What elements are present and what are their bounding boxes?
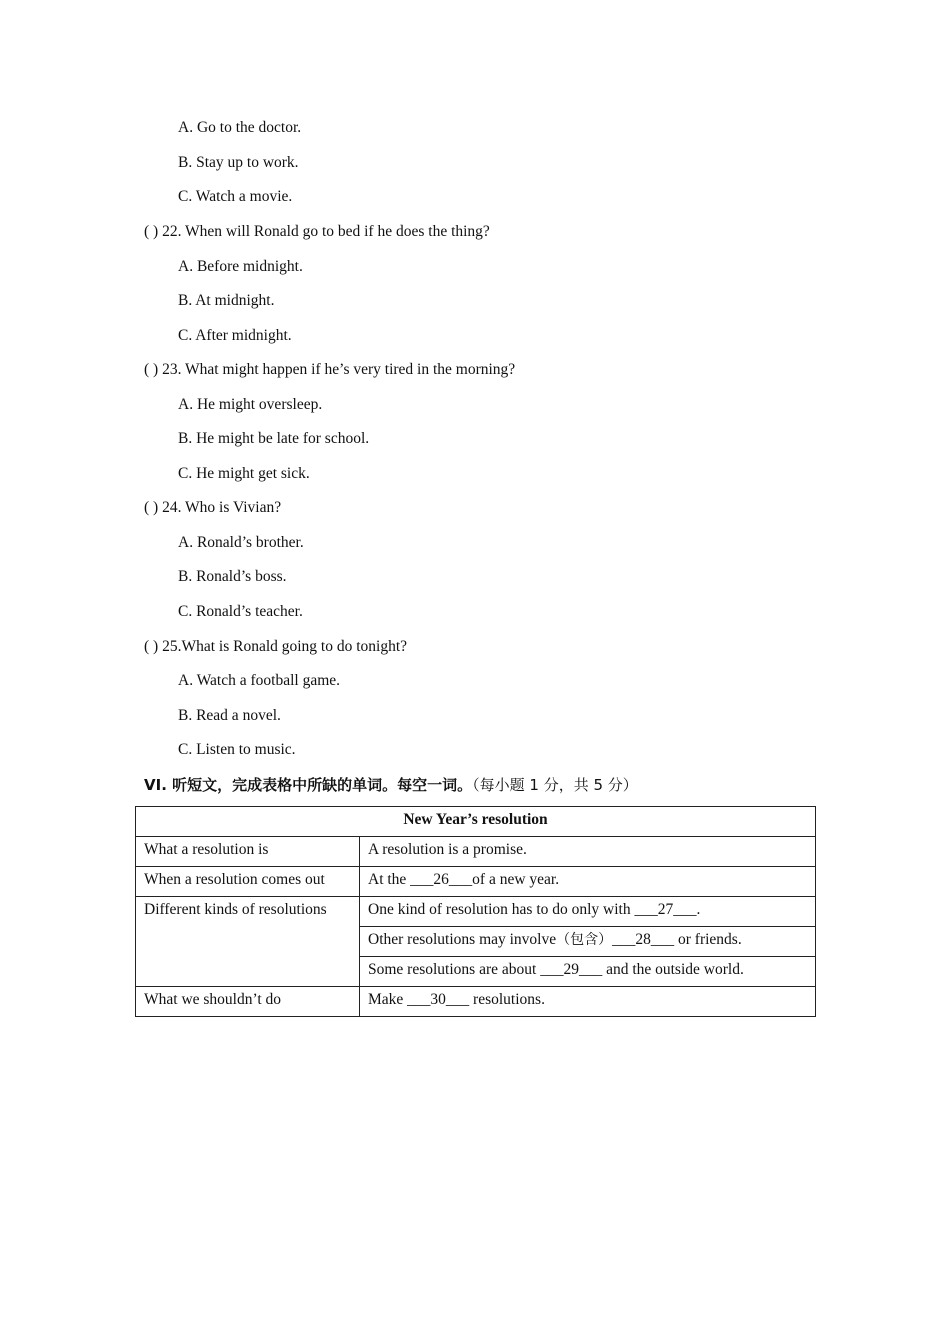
option-25a: A. Watch a football game. [178, 672, 341, 689]
section-note: （每小题 1 分，共 5 分） [472, 776, 638, 794]
table-cell-right: At the ___26___of a new year. [360, 867, 816, 897]
table-cell-right: One kind of resolution has to do only with ___27___. [360, 897, 816, 927]
table-cell-left: What a resolution is [136, 837, 360, 867]
table-header: New Year’s resolution [136, 807, 816, 837]
table-row [136, 897, 816, 927]
option-23c: C. He might get sick. [178, 465, 310, 482]
cell-text: ___28___ or friends. [612, 931, 742, 948]
option-24b: B. Ronald’s boss. [178, 568, 287, 585]
option-25b: B. Read a novel. [178, 707, 281, 724]
table-row [136, 867, 816, 897]
option-23a: A. He might oversleep. [178, 396, 323, 413]
option-21c: C. Watch a movie. [178, 188, 293, 205]
table-row [136, 987, 816, 1017]
question-22: ( ) 22. When will Ronald go to bed if he does the thing? [144, 223, 490, 240]
table-cell-left: What we shouldn’t do [136, 987, 360, 1017]
option-23b: B. He might be late for school. [178, 430, 370, 447]
table-cell-right [360, 927, 816, 957]
option-24c: C. Ronald’s teacher. [178, 603, 303, 620]
table-cell-right: Make ___30___ resolutions. [360, 987, 816, 1017]
table-cell-right: Some resolutions are about ___29___ and the outside world. [360, 957, 816, 987]
option-24a: A. Ronald’s brother. [178, 534, 304, 551]
table-cell-left: Different kinds of resolutions [136, 897, 360, 987]
option-22a: A. Before midnight. [178, 258, 303, 275]
question-25: ( ) 25.What is Ronald going to do tonight? [144, 638, 408, 655]
option-22c: C. After midnight. [178, 327, 292, 344]
cell-text: Other resolutions may involve [368, 931, 557, 948]
cell-text-chinese: （包含） [556, 932, 613, 948]
option-25c: C. Listen to music. [178, 741, 296, 758]
table-header-row [136, 807, 816, 837]
table-cell-left: When a resolution comes out [136, 867, 360, 897]
table-row [136, 837, 816, 867]
section-heading [144, 775, 638, 796]
option-21a: A. Go to the doctor. [178, 119, 302, 136]
option-21b: B. Stay up to work. [178, 154, 299, 171]
resolution-table [135, 806, 816, 1017]
table-cell-right: A resolution is a promise. [360, 837, 816, 867]
question-24: ( ) 24. Who is Vivian? [144, 499, 282, 516]
option-22b: B. At midnight. [178, 292, 275, 309]
question-23: ( ) 23. What might happen if he’s very tired in the morning? [144, 361, 516, 378]
section-title: VI. 听短文，完成表格中所缺的单词。每空一词。 [144, 776, 473, 794]
